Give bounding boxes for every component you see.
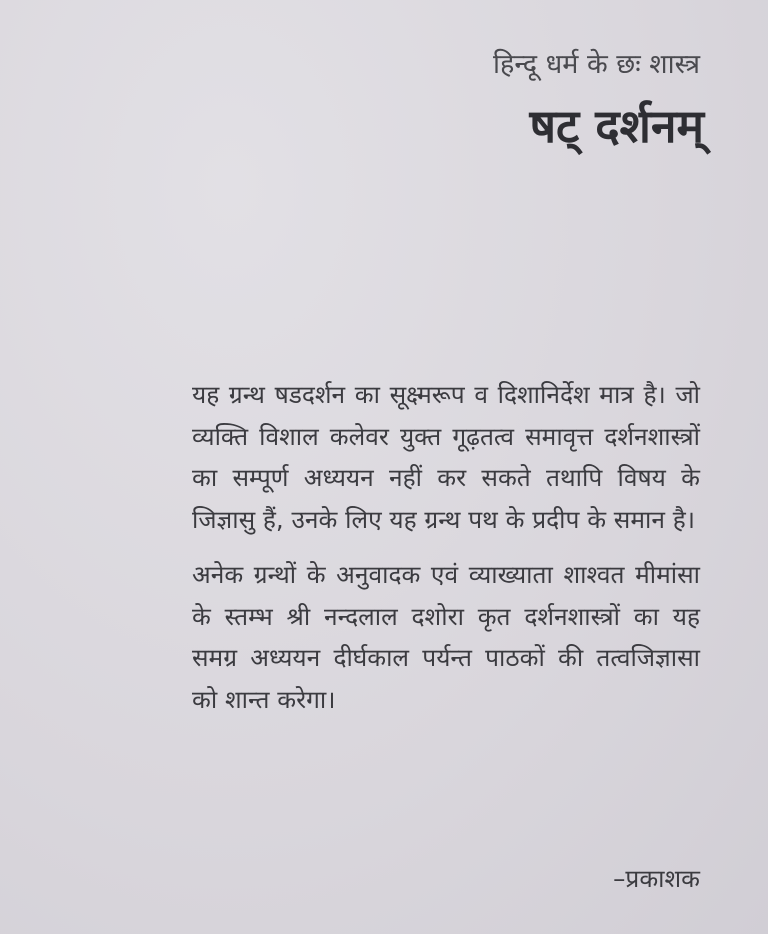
page-title: षट् दर्शनम्	[529, 99, 704, 153]
paragraph-1: यह ग्रन्थ षडदर्शन का सूक्ष्मरूप व दिशानिर्देश मात्र है। जो व्यक्ति विशाल कलेवर युक्त गूढ़तत्व समावृत्त दर्शनशास्त्रों का सम्पूर्ण अध्ययन नहीं कर सकते तथापि विषय के जिज्ञासु हैं, उनके लिए यह ग्रन्थ पथ के प्रदीप के समान है।	[192, 380, 700, 534]
page-subtitle: हिन्दू धर्म के छः शास्त्र	[493, 49, 700, 80]
body-text	[192, 374, 700, 720]
paragraph-2: अनेक ग्रन्थों के अनुवादक एवं व्याख्याता शाश्वत मीमांसा के स्तम्भ श्री नन्दलाल दशोरा कृत दर्शनशास्त्रों का यह समग्र अध्ययन दीर्घकाल पर्यन्त पाठकों की तत्वजिज्ञासा को शान्त करेगा।	[192, 560, 700, 714]
publisher-signature: –प्रकाशक	[613, 864, 700, 893]
